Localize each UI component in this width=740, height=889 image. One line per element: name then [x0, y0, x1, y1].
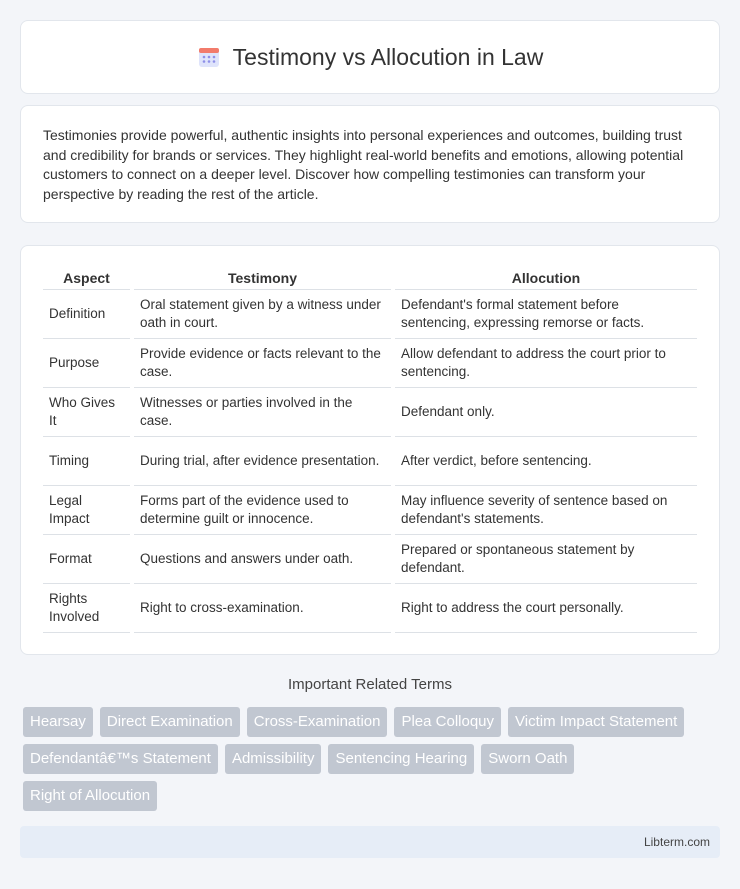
table-row	[43, 437, 697, 486]
page-title: Testimony vs Allocution in Law	[232, 43, 544, 70]
cell-aspect: Who Gives It	[43, 388, 130, 437]
table-row	[43, 339, 697, 388]
tag-victim-impact-statement[interactable]: Victim Impact Statement	[508, 707, 684, 737]
cell-testimony: Forms part of the evidence used to determine guilt or innocence.	[134, 486, 391, 535]
cell-testimony: Witnesses or parties involved in the case.	[134, 388, 391, 437]
header-testimony: Testimony	[134, 266, 391, 290]
cell-allocution: Right to address the court personally.	[395, 584, 697, 633]
tag-direct-examination[interactable]: Direct Examination	[100, 707, 240, 737]
tag-cross-examination[interactable]: Cross-Examination	[247, 707, 388, 737]
cell-aspect: Purpose	[43, 339, 130, 388]
title-card	[20, 20, 720, 94]
cell-aspect: Timing	[43, 437, 130, 486]
cell-testimony: Right to cross-examination.	[134, 584, 391, 633]
cell-allocution: Defendant's formal statement before sentencing, expressing remorse or facts.	[395, 290, 697, 339]
intro-card	[20, 105, 720, 223]
tag-sworn-oath[interactable]: Sworn Oath	[481, 744, 574, 774]
cell-testimony: During trial, after evidence presentation.	[134, 437, 391, 486]
table-row	[43, 290, 697, 339]
cell-aspect: Format	[43, 535, 130, 584]
cell-aspect: Rights Involved	[43, 584, 130, 633]
header-aspect: Aspect	[43, 266, 130, 290]
cell-allocution: Prepared or spontaneous statement by defendant.	[395, 535, 697, 584]
cell-allocution: Allow defendant to address the court prior to sentencing.	[395, 339, 697, 388]
tag-defendants-statement[interactable]: Defendantâ€™s Statement	[23, 744, 218, 774]
calendar-grid-icon	[197, 45, 221, 69]
comparison-card	[20, 245, 720, 655]
tag-sentencing-hearing[interactable]: Sentencing Hearing	[328, 744, 474, 774]
table-row	[43, 584, 697, 633]
related-terms-title: Important Related Terms	[288, 676, 452, 693]
tag-admissibility[interactable]: Admissibility	[225, 744, 322, 774]
cell-testimony: Questions and answers under oath.	[134, 535, 391, 584]
cell-allocution: May influence severity of sentence based on defendant's statements.	[395, 486, 697, 535]
cell-aspect: Definition	[43, 290, 130, 339]
related-terms-list	[23, 707, 713, 811]
comparison-table	[39, 266, 701, 633]
footer-site-link[interactable]: Libterm.com	[643, 835, 710, 849]
table-row	[43, 535, 697, 584]
cell-allocution: After verdict, before sentencing.	[395, 437, 697, 486]
cell-testimony: Oral statement given by a witness under oath in court.	[134, 290, 391, 339]
cell-testimony: Provide evidence or facts relevant to the case.	[134, 339, 391, 388]
cell-allocution: Defendant only.	[395, 388, 697, 437]
tag-right-of-allocution[interactable]: Right of Allocution	[23, 781, 157, 811]
intro-text: Testimonies provide powerful, authentic insights into personal experiences and outcomes, building trust and credibility for brands or services. They highlight real-world benefits and emotions, allowing potential customers to connect on a deeper level. Discover how compelling testimonies can transform your perspective by reading the rest of the article.	[43, 127, 684, 202]
table-row	[43, 388, 697, 437]
tag-plea-colloquy[interactable]: Plea Colloquy	[394, 707, 501, 737]
tag-hearsay[interactable]: Hearsay	[23, 707, 93, 737]
table-row	[43, 486, 697, 535]
header-allocution: Allocution	[395, 266, 697, 290]
footer	[20, 826, 720, 858]
cell-aspect: Legal Impact	[43, 486, 130, 535]
